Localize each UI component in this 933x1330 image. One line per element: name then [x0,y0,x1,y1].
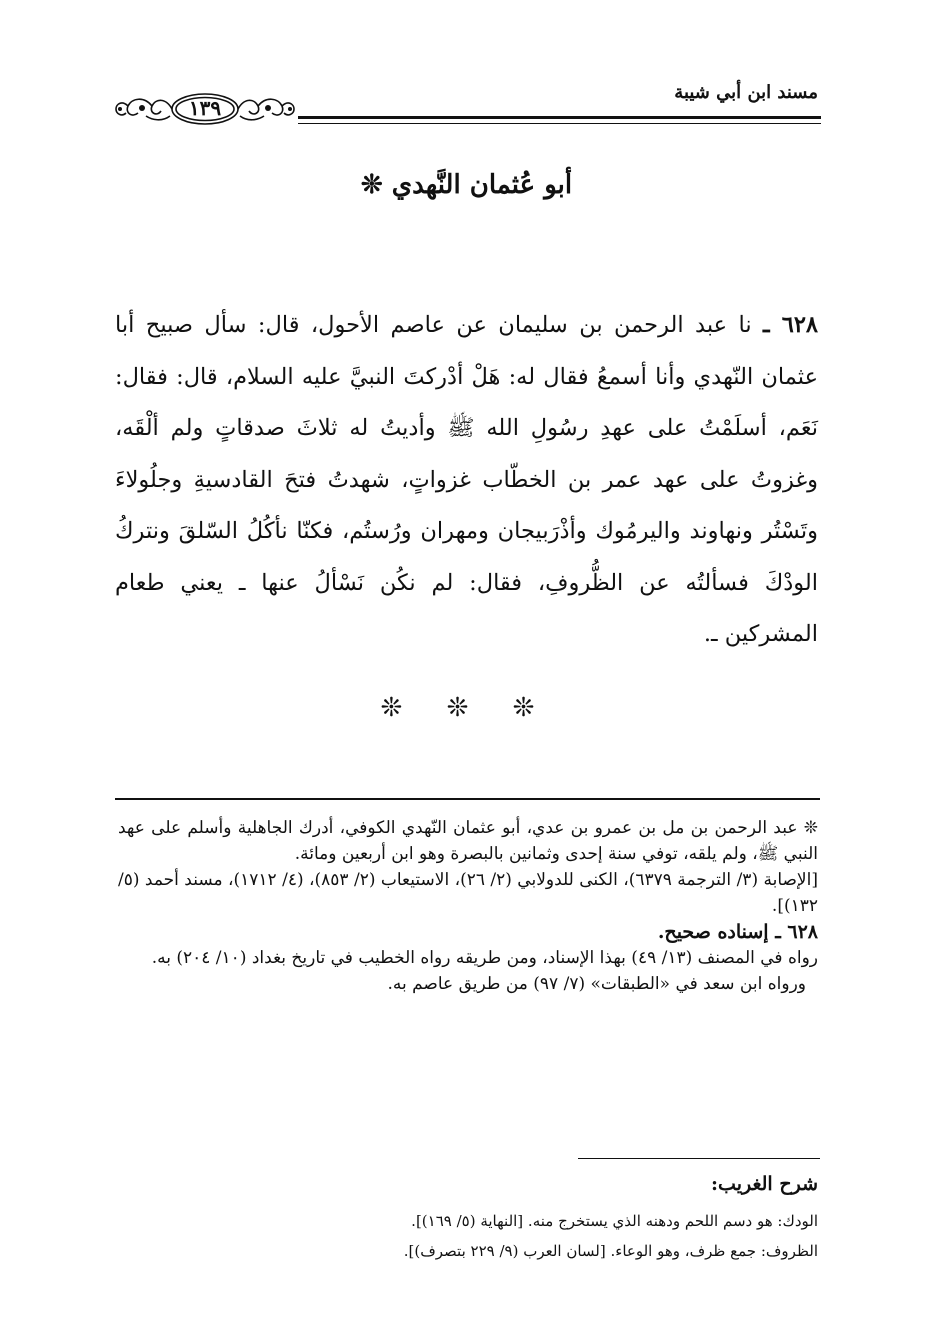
footnote-grade: ٦٢٨ ـ إسناده صحيح. [657,921,818,943]
footnote-rule [115,798,820,800]
glossary-title: شرح الغريب: [711,1173,818,1195]
hadith-number: ٦٢٨ ـ [763,312,818,338]
glossary [118,1168,818,1266]
footnote-takhrij-2: ورواه ابن سعد في «الطبقات» (٧/ ٩٧) من طريق عاصم به. [387,974,806,994]
footnote-takhrij-1: رواه في المصنف (١٣/ ٤٩) بهذا الإسناد، ومن طريقه رواه الخطيب في تاريخ بغداد (١٠/ ٢٠٤) به. [151,948,818,968]
footnote-references: [الإصابة (٣/ الترجمة ٦٣٧٩)، الكنى للدولابي (٢/ ٢٦)، الاستيعاب (٢/ ٨٥٣)، (٤/ ١٧١٢)، مسند أحمد (٥/ ١٣٢)]. [118,870,818,916]
page-number: ١٣٩ [188,96,222,120]
hadith-text: نا عبد الرحمن بن سليمان عن عاصم الأحول، قال: سأل صبيح أبا عثمان النّهدي وأنا أسمعُ فقال له: هَلْ أدْركتَ النبيَّ عليه السلام، قال: فقال: نَعَم، أسلَمْتُ على عهدِ رسُولِ الله ﷺ وأديتُ له ثلاثَ صدقاتٍ ولم ألْقَه، وغزوتُ على عهد عمر بن الخطّاب غزواتٍ، شهدتُ فتحَ القادسيةِ وجلُولاءَ وتَسْتُر ونهاوند واليرمُوك وأذْرَبيجان ومهران ورُستُم، فكنّا نأكُلُ السّلقَ ونتركُ الودْكَ فسألتُه عن الظُّروفِ، فقال: لم نكُن نَسْألُ عنها ـ يعني طعام المشركين ـ. [115,312,818,647]
footnotes [118,815,818,997]
glossary-rule [578,1158,820,1159]
footnote-biography: ❊ عبد الرحمن بن مل بن عمرو بن عدي، أبو عثمان النّهدي الكوفي، أدرك الجاهلية وأسلم على عهد النبي ﷺ، ولم يلقه، توفي سنة إحدى وثمانين بالبصرة وهو ابن أربعين ومائة. [118,818,818,864]
section-separator: ❊ ❊ ❊ [380,693,553,723]
hadith-body [115,300,818,661]
glossary-entry: الودك: هو دسم اللحم ودهنه الذي يستخرج منه. [النهاية (٥/ ١٦٩)]. [411,1212,818,1230]
header-rule-thin [298,123,821,124]
section-heading: أبو عُثمان النَّهدي ❊ [360,170,573,200]
header-rule-thick [298,116,821,119]
glossary-entry: الظروف: جمع ظرف، وهو الوعاء. [لسان العرب (٩/ ٢٢٩ بتصرف)]. [403,1242,818,1260]
running-title: مسند ابن أبي شيبة [674,82,818,103]
